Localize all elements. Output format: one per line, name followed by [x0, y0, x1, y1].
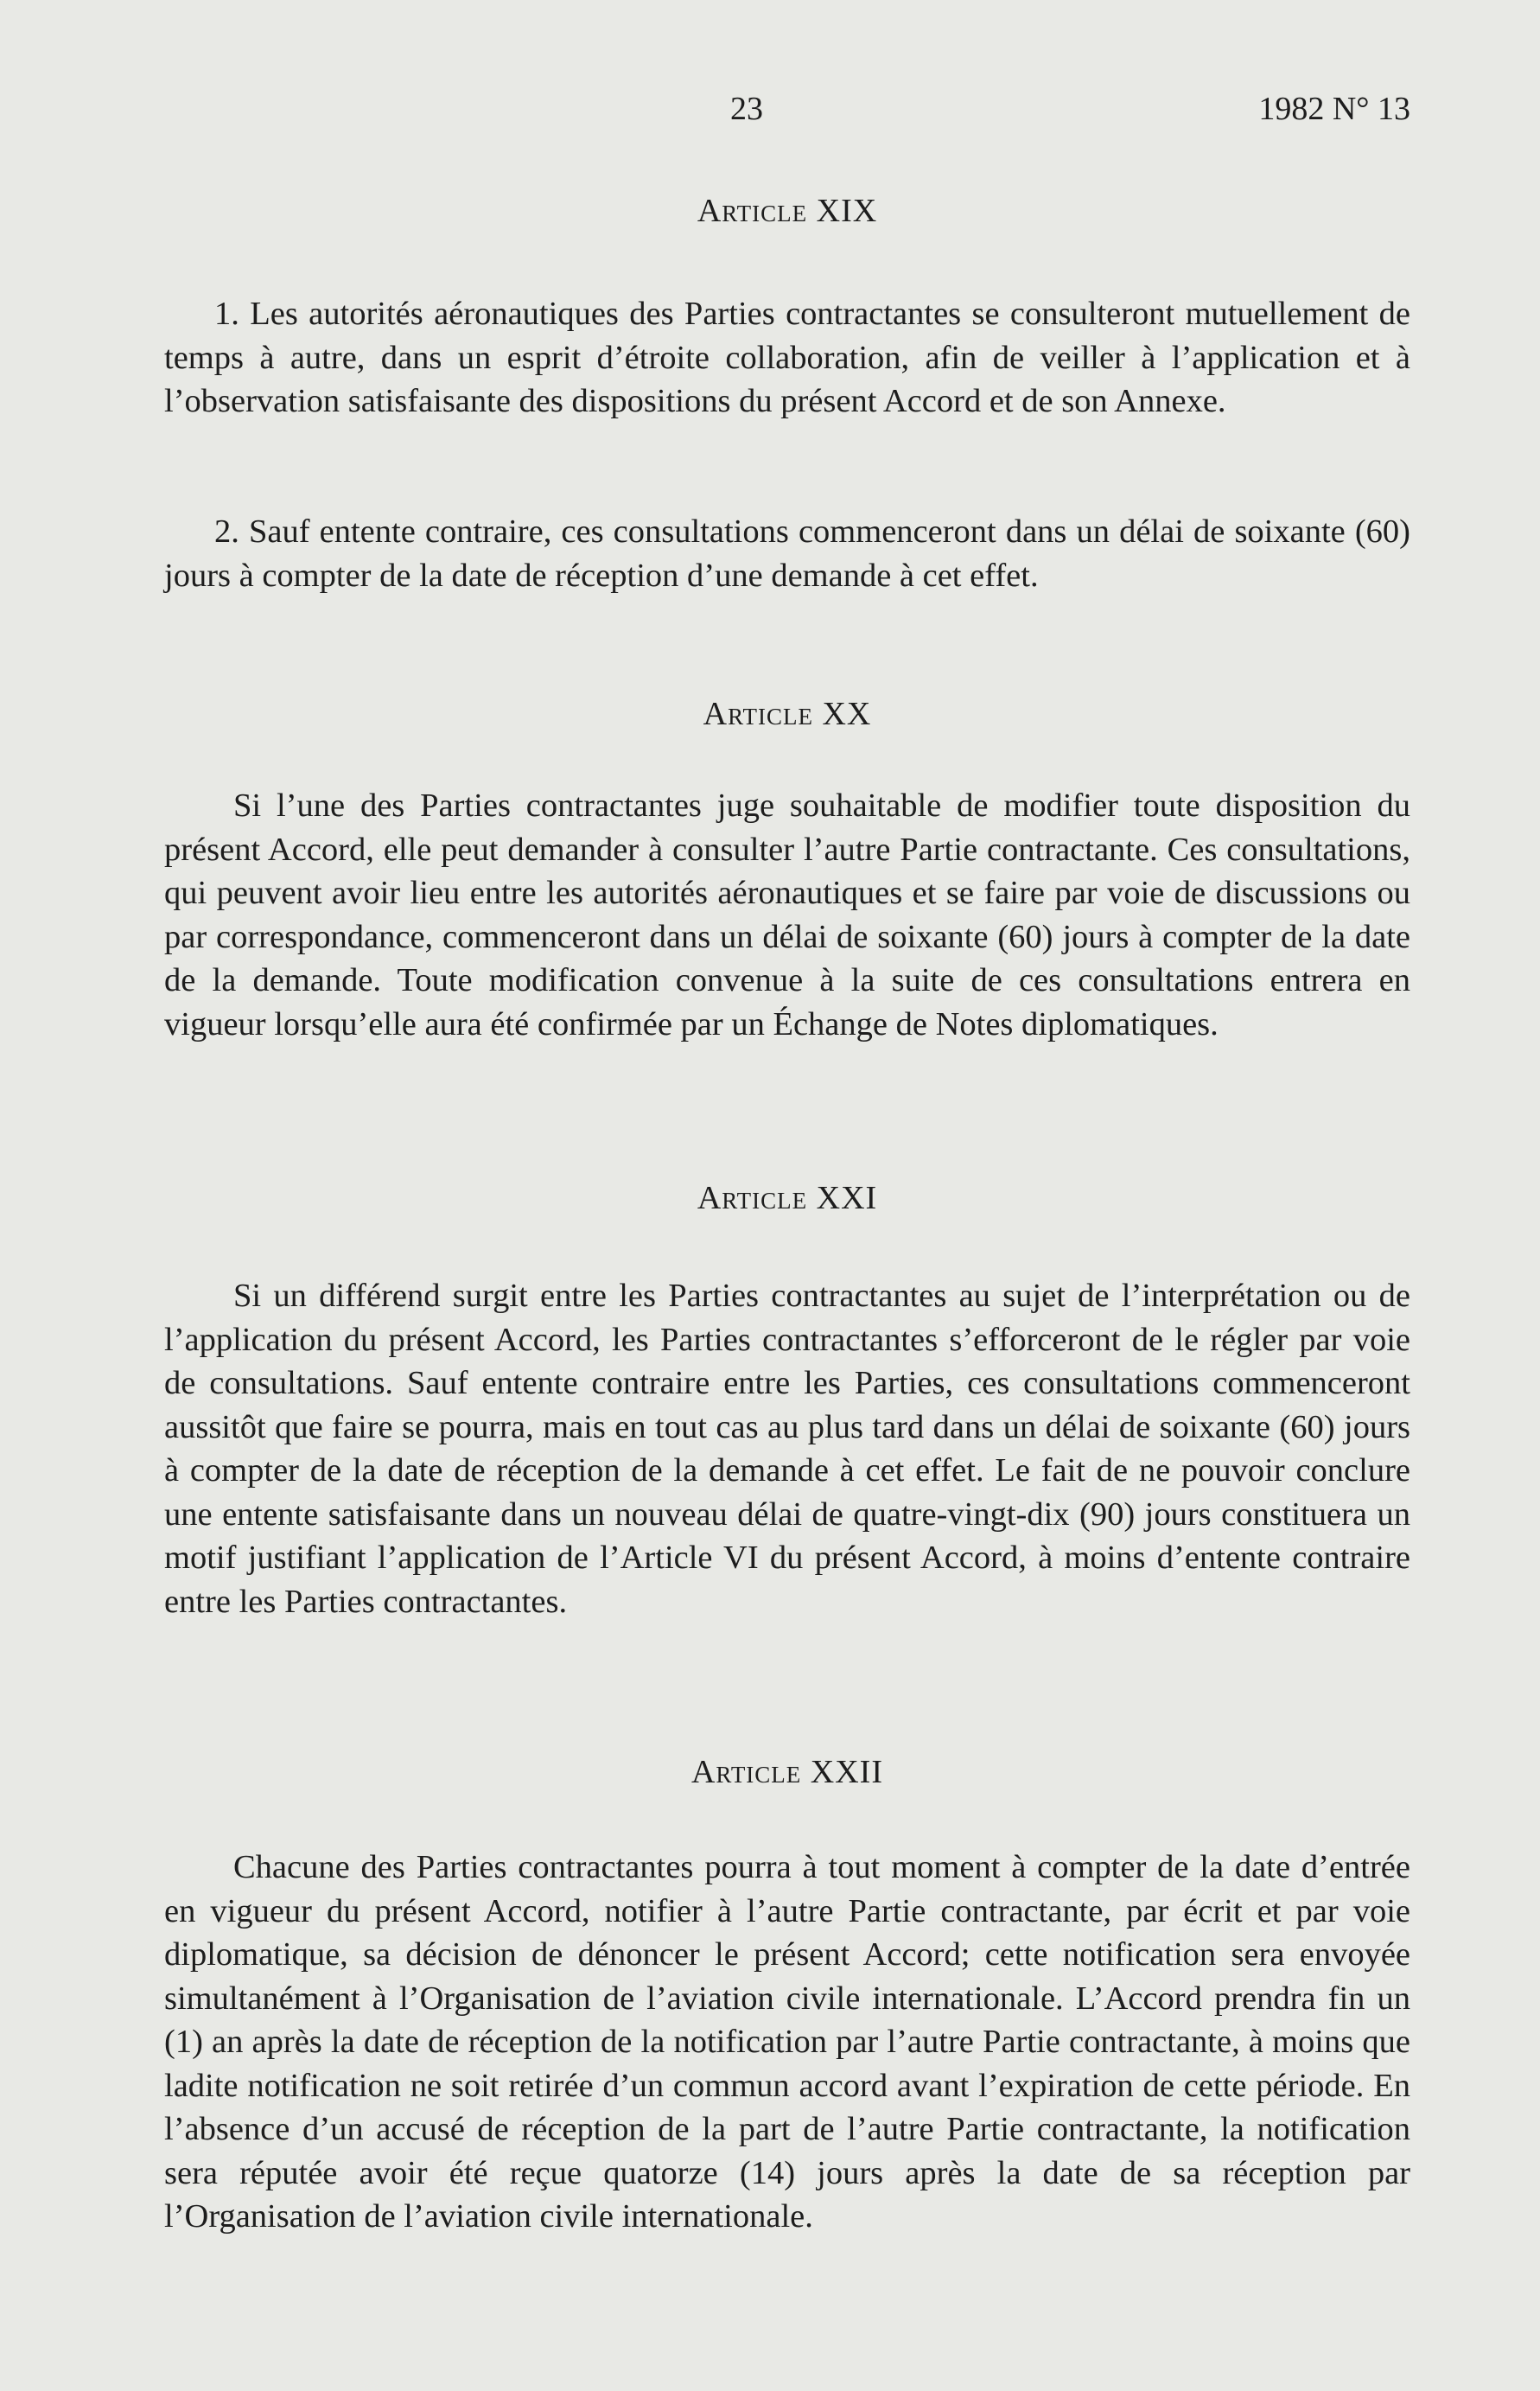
paragraph: Si l’une des Parties contractantes juge souhaitable de modifier toute disposition du présent Accord, elle peut demander à consulter l’autre Partie contractante. Ces consultations, qui peuvent avoir lieu entre les autorités aéronautiques et se faire par voie de discussions ou par correspondance, commenceront dans un délai de soixante (60) jours à compter de la date de la demande. Toute modification convenue à la suite de ces consultations entrera en vigueur lorsqu’elle aura été confirmée par un Échange de Notes diplomatiques. [164, 787, 1410, 1042]
page-number: 23 [730, 91, 763, 127]
paragraph: 2. Sauf entente contraire, ces consultations commenceront dans un délai de soixante (60) jours à compter de la date de réception d’une demande à cet effet. [164, 513, 1410, 594]
paragraph: Si un différend surgit entre les Parties contractantes au sujet de l’interprétation ou de l’application du présent Accord, les Parties contractantes s’efforceront de le régler par voie de consultations. Sauf entente contraire entre les Parties, ces consultations commenceront aussitôt que faire se pourra, mais en tout cas au plus tard dans un délai de soixante (60) jours à compter de la date de réception de la demande à cet effet. Le fait de ne pouvoir conclure une entente satisfaisante dans un nouveau délai de quatre-vingt-dix (90) jours constituera un motif justifiant l’application de l’Article VI du présent Accord, à moins d’entente contraire entre les Parties contractantes. [164, 1278, 1410, 1620]
paragraph: 1. Les autorités aéronautiques des Parties contractantes se consulteront mutuellement de temps à autre, dans un esprit d’étroite collaboration, afin de veiller à l’application et à l’observation satisfaisante des dispositions du présent Accord et de son Annexe. [164, 296, 1410, 419]
paragraph: Chacune des Parties contractantes pourra à tout moment à compter de la date d’entrée en vigueur du présent Accord, notifier à l’autre Partie contractante, par écrit et par voie diplomatique, sa décision de dénoncer le présent Accord; cette notification sera envoyée simultanément à l’Organisation de l’aviation civile internationale. L’Accord prendra fin un (1) an après la date de réception de la notification par l’autre Partie contractante, à moins que ladite notification ne soit retirée d’un commun accord avant l’expiration de cette période. En l’absence d’un accusé de réception de la part de l’autre Partie contractante, la notification sera réputée avoir été reçue quatorze (14) jours après la date de sa réception par l’Organisation de l’aviation civile internationale. [164, 1849, 1410, 2235]
article-heading: Article XXI [697, 1180, 878, 1216]
page-header [164, 90, 1410, 133]
article-heading: Article XIX [697, 193, 878, 229]
article-heading: Article XXII [690, 1754, 883, 1790]
article-heading: Article XX [703, 696, 872, 732]
year-and-number: 1982 N° 13 [1258, 91, 1410, 127]
